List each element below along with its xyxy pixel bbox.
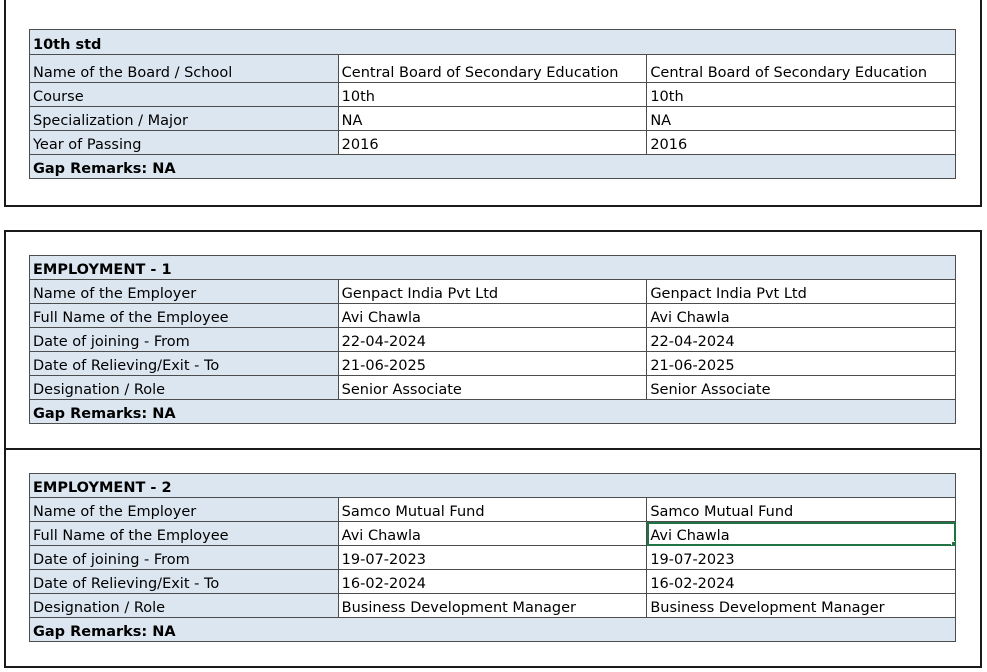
row-label[interactable]: Date of Relieving/Exit - To <box>30 352 339 376</box>
cell-value[interactable]: 19-07-2023 <box>338 546 647 570</box>
row-label[interactable]: Full Name of the Employee <box>30 304 339 328</box>
cell-value[interactable]: Genpact India Pvt Ltd <box>647 280 956 304</box>
row-label[interactable]: Specialization / Major <box>30 107 339 131</box>
row-label[interactable]: Date of Relieving/Exit - To <box>30 570 339 594</box>
cell-value[interactable]: Central Board of Secondary Education <box>338 55 647 83</box>
row-label[interactable]: Date of joining - From <box>30 546 339 570</box>
row-label[interactable]: Course <box>30 83 339 107</box>
cell-value[interactable]: Central Board of Secondary Education <box>647 55 956 83</box>
table-header[interactable]: 10th std <box>30 30 956 55</box>
cell-value[interactable]: Avi Chawla <box>647 304 956 328</box>
cell-value[interactable]: 10th <box>647 83 956 107</box>
row-label[interactable]: Name of the Employer <box>30 498 339 522</box>
row-label[interactable]: Name of the Board / School <box>30 55 339 83</box>
cell-value[interactable]: NA <box>647 107 956 131</box>
row-label[interactable]: Designation / Role <box>30 376 339 400</box>
cell-value: Avi Chawla <box>650 528 730 544</box>
cell-value[interactable]: 16-02-2024 <box>338 570 647 594</box>
cell-value[interactable]: 21-06-2025 <box>338 352 647 376</box>
row-label[interactable]: Year of Passing <box>30 131 339 155</box>
cell-value[interactable]: Senior Associate <box>338 376 647 400</box>
cell-value[interactable]: 21-06-2025 <box>647 352 956 376</box>
cell-value[interactable]: Samco Mutual Fund <box>647 498 956 522</box>
row-label[interactable]: Date of joining - From <box>30 328 339 352</box>
cell-value[interactable]: 2016 <box>647 131 956 155</box>
cell-value[interactable]: 22-04-2024 <box>647 328 956 352</box>
table-header[interactable]: EMPLOYMENT - 1 <box>30 256 956 280</box>
cell-value[interactable]: Business Development Manager <box>647 594 956 618</box>
education-10th-table <box>29 29 956 179</box>
cell-value[interactable]: Samco Mutual Fund <box>338 498 647 522</box>
cell-value[interactable]: 22-04-2024 <box>338 328 647 352</box>
gap-remarks[interactable]: Gap Remarks: NA <box>30 618 956 642</box>
cell-value[interactable]: 19-07-2023 <box>647 546 956 570</box>
cell-value[interactable]: Avi Chawla <box>338 304 647 328</box>
selected-cell[interactable] <box>647 522 956 546</box>
cell-value[interactable]: Genpact India Pvt Ltd <box>338 280 647 304</box>
cell-value[interactable]: Business Development Manager <box>338 594 647 618</box>
row-label[interactable]: Full Name of the Employee <box>30 522 339 546</box>
row-label[interactable]: Designation / Role <box>30 594 339 618</box>
fill-handle[interactable] <box>951 541 956 546</box>
cell-value[interactable]: Senior Associate <box>647 376 956 400</box>
row-label[interactable]: Name of the Employer <box>30 280 339 304</box>
cell-value[interactable]: 2016 <box>338 131 647 155</box>
employment-2-table <box>29 473 956 642</box>
employment-1-table <box>29 255 956 424</box>
cell-value[interactable]: Avi Chawla <box>338 522 647 546</box>
gap-remarks[interactable]: Gap Remarks: NA <box>30 155 956 179</box>
cell-value[interactable]: 16-02-2024 <box>647 570 956 594</box>
cell-value[interactable]: NA <box>338 107 647 131</box>
cell-value[interactable]: 10th <box>338 83 647 107</box>
gap-remarks[interactable]: Gap Remarks: NA <box>30 400 956 424</box>
table-header[interactable]: EMPLOYMENT - 2 <box>30 474 956 498</box>
